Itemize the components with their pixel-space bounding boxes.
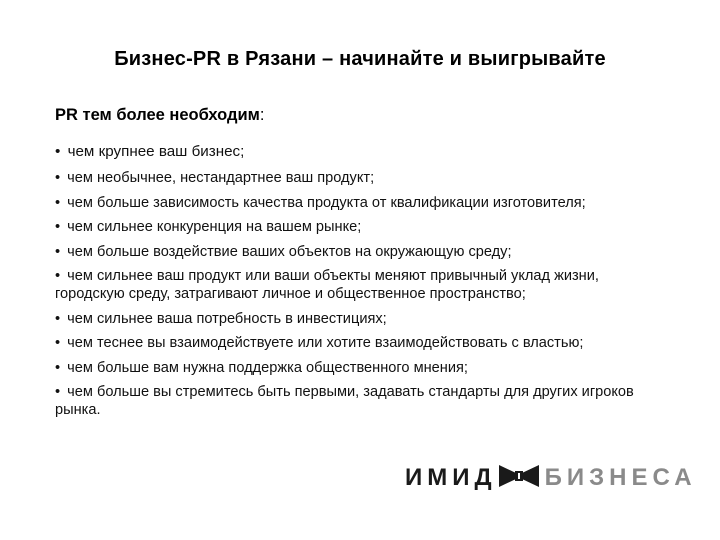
list-item-text: чем больше вам нужна поддержка общественного мнения; xyxy=(67,359,468,376)
list-item xyxy=(55,143,670,161)
bullet-icon: • xyxy=(55,384,61,400)
bullet-icon: • xyxy=(55,194,61,211)
company-logo xyxy=(405,463,697,493)
list-item xyxy=(55,243,670,261)
list-item-text: чем больше вы стремитесь быть первыми, задавать стандарты для других игроков рынка. xyxy=(55,384,634,418)
list-item-text: чем больше воздействие ваших объектов на окружающую среду; xyxy=(67,243,512,260)
intro-text: PR тем более необходим xyxy=(55,106,260,124)
list-item-text: чем сильнее ваш продукт или ваши объекты меняют привычный уклад жизни, городскую среду, затрагивают личное и общественное пространство; xyxy=(55,268,599,302)
list-item xyxy=(55,359,670,377)
list-item xyxy=(55,383,670,419)
list-item xyxy=(55,310,670,328)
intro-colon: : xyxy=(259,106,265,124)
bowtie-icon xyxy=(499,464,539,493)
bullet-icon: • xyxy=(55,268,61,284)
list-item-text: чем больше зависимость качества продукта от квалификации изготовителя; xyxy=(67,194,586,211)
bullet-icon: • xyxy=(55,143,61,160)
bullet-icon: • xyxy=(55,310,61,327)
slide-title: Бизнес-PR в Рязани – начинайте и выигрывайте xyxy=(114,48,606,70)
list-item xyxy=(55,267,670,303)
logo-word-right: БИЗНЕСА xyxy=(544,464,697,491)
list-item-text: чем необычнее, нестандартнее ваш продукт; xyxy=(67,170,375,186)
list-item xyxy=(55,169,670,187)
bullet-icon: • xyxy=(55,335,61,351)
bullet-icon: • xyxy=(55,170,61,186)
list-item-text: чем теснее вы взаимодействуете или хотите взаимодействовать с властью; xyxy=(67,335,584,351)
logo-word-left: ИМИД xyxy=(405,464,497,491)
list-item xyxy=(55,218,670,236)
intro-line xyxy=(55,106,264,125)
list-item-text: чем крупнее ваш бизнес; xyxy=(67,143,245,160)
list-item-text: чем сильнее ваша потребность в инвестициях; xyxy=(67,310,387,327)
bullet-icon: • xyxy=(55,359,61,376)
bullet-icon: • xyxy=(55,243,61,260)
list-item xyxy=(55,194,670,212)
bullet-list xyxy=(55,143,670,426)
list-item-text: чем сильнее конкуренция на вашем рынке; xyxy=(67,219,362,235)
list-item xyxy=(55,334,670,352)
bullet-icon: • xyxy=(55,219,61,235)
